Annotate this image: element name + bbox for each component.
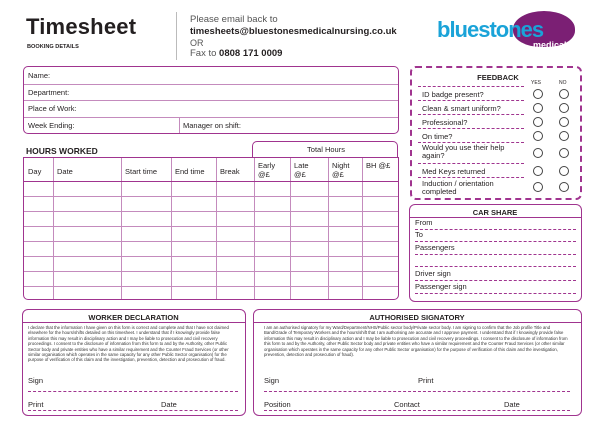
worker-declaration-box [22, 309, 246, 416]
feedback-q-help-again: Would you use their help again? [422, 143, 505, 160]
auth-sign-label: Sign [264, 376, 280, 385]
worker-declaration-title: WORKER DECLARATION [88, 313, 179, 322]
auth-print-label: Print [418, 376, 434, 385]
feedback-q-id-badge: ID badge present? [422, 90, 484, 99]
header-divider [176, 12, 177, 60]
booking-details-subtitle: BOOKING DETAILS [27, 44, 79, 50]
name-label: Name: [28, 71, 51, 80]
col-break: Break [220, 167, 240, 176]
feedback-q-on-time: On time? [422, 132, 453, 141]
feedback-title: FEEDBACK [477, 73, 519, 82]
car-passenger-sign-label: Passenger sign [415, 282, 467, 291]
authorised-signatory-box [253, 309, 582, 416]
yes-radio[interactable] [533, 131, 543, 141]
no-radio[interactable] [559, 148, 569, 158]
bluestones-logo [437, 11, 577, 59]
no-radio[interactable] [559, 103, 569, 113]
feedback-q-professional: Professional? [422, 118, 468, 127]
no-radio[interactable] [559, 131, 569, 141]
authorised-signatory-text: I am an authorised signatory for my Ward/Department/NHS/Public sector body/Private sector body. I am signing to confirm that the Job profile Title and Band/Grade of Temporary Workers and the hours/shift that I am authorising are accurate and I approve payment. I understand that if I knowingly provide false information this may result in disciplinary action and I may be liable to prosecution and civil recovery proceedings. I consent to the disclosure of information from this form to and by the Authority, other Public Sector body and private entities who have a similar requirement and the Counter Fraud Services (or other similar organisation which operates in the same capacity for any other Public Sector organisation) for the purpose of verification of this claim and the investigation, prevention, detection and prosecution of fraud). [264, 325, 568, 358]
car-from-label: From [415, 218, 433, 227]
page-title: Timesheet [26, 14, 137, 39]
hours-table [23, 157, 399, 300]
authorised-signatory-title: AUTHORISED SIGNATORY [369, 313, 465, 322]
total-hours-label: Total Hours [307, 145, 345, 154]
car-passengers-label: Passengers [415, 243, 455, 252]
col-night: Night @£ [332, 161, 350, 179]
col-day: Day [28, 167, 42, 176]
manager-on-shift-label: Manager on shift: [183, 121, 241, 130]
feedback-q-med-keys: Med Keys returned [422, 167, 486, 176]
week-ending-label: Week Ending: [28, 121, 75, 130]
email-address[interactable]: timesheets@bluestonesmedicalnursing.co.uk [190, 26, 397, 37]
yes-radio[interactable] [533, 148, 543, 158]
email-intro: Please email back to [190, 14, 278, 25]
worker-sign-label: Sign [28, 376, 44, 385]
auth-contact-label: Contact [394, 400, 420, 409]
no-radio[interactable] [559, 117, 569, 127]
car-driver-sign-label: Driver sign [415, 269, 451, 278]
col-end-time: End time [175, 167, 205, 176]
fax-line [190, 48, 282, 59]
auth-position-label: Position [264, 400, 291, 409]
col-bh: BH @£ [366, 161, 391, 170]
feedback-q-uniform: Clean & smart uniform? [422, 104, 501, 113]
no-radio[interactable] [559, 89, 569, 99]
fax-label: Fax to [190, 48, 217, 59]
total-hours-header [252, 141, 398, 157]
yes-radio[interactable] [533, 103, 543, 113]
department-label: Department: [28, 88, 70, 97]
col-start-time: Start time [125, 167, 158, 176]
car-share-box [409, 204, 582, 302]
col-date: Date [57, 167, 73, 176]
worker-print-label: Print [28, 400, 44, 409]
logo-medical: medical [533, 40, 567, 50]
yes-radio[interactable] [533, 166, 543, 176]
no-radio[interactable] [559, 166, 569, 176]
no-header: NO [559, 80, 567, 86]
worker-date-label: Date [161, 400, 177, 409]
auth-date-label: Date [504, 400, 520, 409]
place-of-work-label: Place of Work: [28, 104, 77, 113]
booking-details-box [23, 66, 399, 134]
yes-radio[interactable] [533, 182, 543, 192]
yes-radio[interactable] [533, 117, 543, 127]
or-text: OR [190, 38, 204, 48]
col-late: Late @£ [294, 161, 309, 179]
feedback-box [410, 66, 582, 200]
fax-number: 0808 171 0009 [219, 48, 283, 59]
col-early: Early @£ [258, 161, 276, 179]
car-to-label: To [415, 230, 423, 239]
feedback-q-induction: Induction / orientation completed [422, 179, 494, 196]
hours-worked-title: HOURS WORKED [26, 146, 98, 156]
yes-radio[interactable] [533, 89, 543, 99]
yes-header: YES [531, 80, 542, 86]
car-share-title: CAR SHARE [472, 208, 518, 217]
logo-wordmark: bluestones [437, 17, 544, 42]
no-radio[interactable] [559, 182, 569, 192]
worker-declaration-text: I declare that the information I have given on this form is correct and complete and that I have not claimed elsewhere for the hours/shifts detailed on this timesheet. I understand that if I knowingly provide false information this may result in disciplinary action and I may be liable to prosecution and civil recovery proceedings. I consent to the disclosure of information from this form to and by the Authority, other Public Sector body and private entities who have a similar requirement and the Counter Fraud Services (or other similar organisation which operates in the same capacity for any other Public Sector organisation) for the purpose of verification of this claim and the investigation, prevention, detection and prosecution of fraud. [28, 325, 229, 363]
